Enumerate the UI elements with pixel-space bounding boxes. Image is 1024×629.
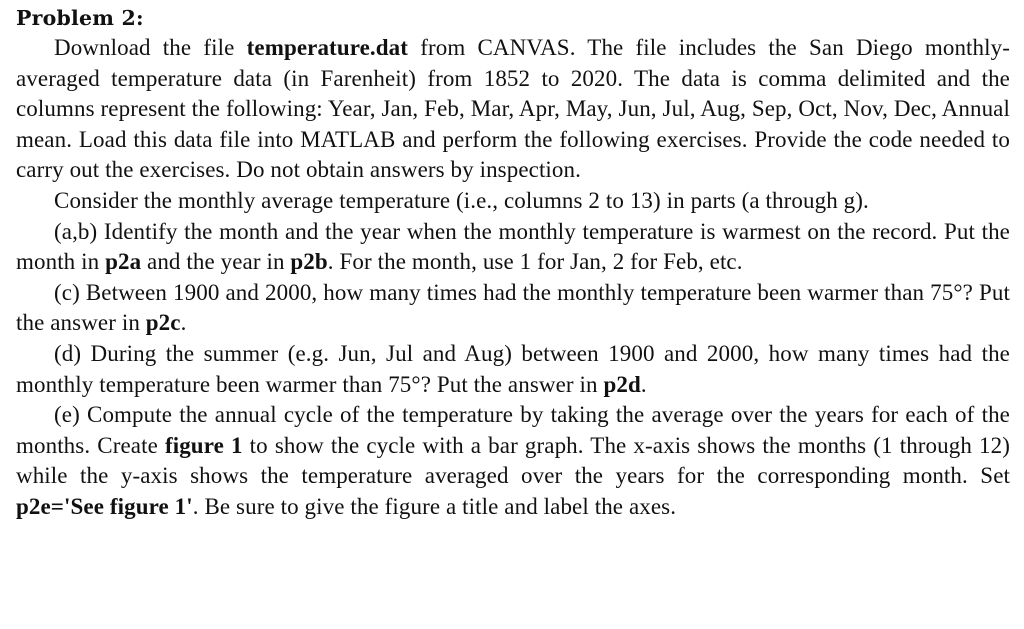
filename-bold: temperature.dat [246,35,409,60]
var-p2e-assignment: p2e='See figure 1' [16,493,193,519]
part-c-paragraph [16,278,1010,339]
part-ab-text-1: (a,b) Identify the month and the year when the monthly temperature is warmest on the record. Put the month in [16,218,1010,275]
figure-1-bold: figure 1 [164,432,243,458]
part-e-text-2: to show the cycle with a bar graph. The x-axis shows the months (1 through 12) while the y-axis shows the temperature averaged over the years for the corresponding month. Set [16,432,1010,489]
part-ab-text-2: and the year in [141,249,291,275]
part-d-paragraph [16,339,1010,400]
consider-text: Consider the monthly average temperature (i.e., columns 2 to 13) in parts (a through g). [54,187,869,213]
var-p2d: p2d [603,371,641,397]
part-e-text-3: . Be sure to give the figure a title and label the axes. [192,493,677,519]
intro-paragraph [16,33,1010,186]
consider-paragraph [16,186,1010,217]
part-c-text-2: . [180,310,187,336]
var-p2b: p2b [290,249,328,275]
part-d-text-1: (d) During the summer (e.g. Jun, Jul and Aug) between 1900 and 2000, how many times had the monthly temperature been warmer than 75°? Put the answer in [16,340,1010,397]
intro-text-1: Download the file [54,35,247,60]
part-ab-text-3: . For the month, use 1 for Jan, 2 for Feb, etc. [327,249,743,275]
part-c-text-1: (c) Between 1900 and 2000, how many times had the monthly temperature been warmer than 75°? Put the answer in [16,279,1010,336]
part-d-text-2: . [640,371,647,397]
part-e-text-1: (e) Compute the annual cycle of the temperature by taking the average over the years for each of the months. Create [16,402,1010,458]
intro-text-2: from CANVAS. The file includes the San Diego monthly-averaged temperature data (in Farenheit) from 1852 to 2020. The data is comma delimited and the columns represent the following: Year, Jan, Feb, Mar, Apr, May, Jun, Jul, Aug, Sep, Oct, Nov, Dec, Annual mean. Load this data file into MATLAB and perform the following exercises. Provide the code needed to carry out the exercises. Do not obtain answers by inspection. [16,35,1010,183]
problem-heading: Problem 2: [16,6,144,30]
var-p2c: p2c [145,310,181,336]
part-ab-paragraph [16,217,1010,278]
var-p2a: p2a [105,249,142,275]
part-e-paragraph [16,400,1010,522]
